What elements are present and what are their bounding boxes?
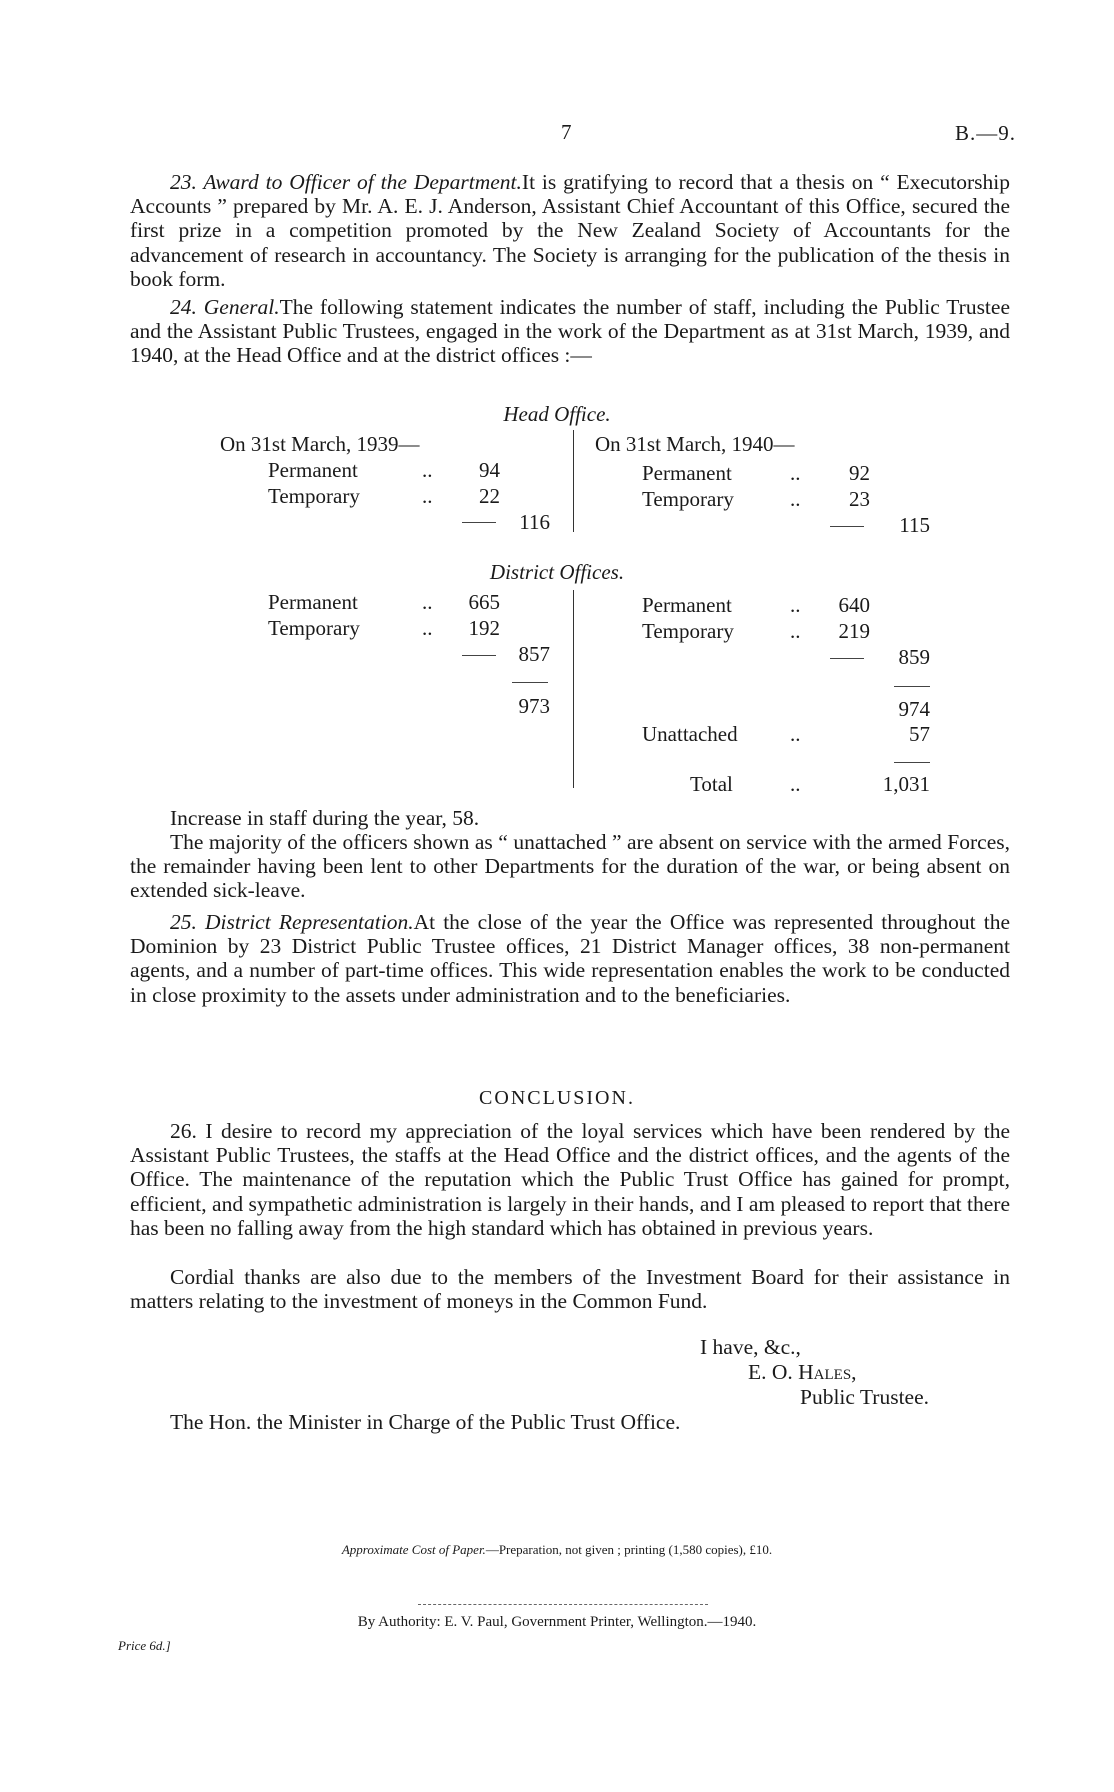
paragraph-25-heading: 25. District Representation. [170,910,414,934]
district-1940-total: 974 [898,697,930,721]
total-rule [512,682,548,683]
subtotal-rule [462,655,496,656]
dots: .. [790,772,801,796]
unattached-value: 57 [909,722,930,746]
table-divider-head [573,430,574,532]
grand-total-label: Total [690,772,733,796]
grand-total-value: 1,031 [882,772,930,796]
paragraph-25 [130,910,1010,1007]
paragraph-25-body: At the close of the year the Office was represented throughout the Dominion by 23 District Public Trustee offices, 21 District Manager offices, 38 non-permanent agents, and a number of part-time offices. This wide representation enables the work to be conducted in close proximity to the assets under administration and to the beneficiaries. [130,910,1010,1007]
district-1940-temporary-label: Temporary [642,619,734,643]
district-1939-permanent-label: Permanent [268,590,358,614]
head-office-heading: Head Office. [503,402,611,426]
district-1939-permanent-value: 665 [468,590,500,614]
head-1939-permanent-label: Permanent [268,458,358,482]
head-1939-temporary-value: 22 [479,484,500,508]
date-1939: On 31st March, 1939— [220,432,420,456]
dots: .. [790,593,801,617]
dots: .. [790,487,801,511]
district-1939-temporary-label: Temporary [268,616,360,640]
increase-text: Increase in staff during the year, 58. [170,806,480,830]
footer-rule [418,1604,708,1605]
authority-line: By Authority: E. V. Paul, Government Printer, Wellington.—1940. [357,1614,757,1630]
signature-title: Public Trustee. [800,1385,930,1409]
district-1940-permanent-label: Permanent [642,593,732,617]
date-1940: On 31st March, 1940— [595,432,795,456]
total-rule [894,686,930,687]
head-1940-permanent-label: Permanent [642,461,732,485]
dots: .. [422,458,433,482]
dots: .. [790,722,801,746]
district-1940-permanent-value: 640 [838,593,870,617]
district-1940-subtotal: 859 [898,645,930,669]
district-offices-heading: District Offices. [489,560,625,584]
subtotal-rule [830,526,864,527]
head-1940-temporary-label: Temporary [642,487,734,511]
majority-text: The majority of the officers shown as “ unattached ” are absent on service with the armed Forces, the remainder having been lent to other Departments for the duration of the war, or being absent on extended sick-leave. [130,830,1010,903]
paragraph-24-heading: 24. General. [170,295,280,319]
cost-text: —Preparation, not given ; printing (1,580 copies), £10. [485,1542,773,1557]
cost-note [0,1542,1114,1558]
table-divider-district [573,590,574,788]
head-1940-subtotal: 115 [899,513,930,537]
dots: .. [422,590,433,614]
dots: .. [422,484,433,508]
head-1939-permanent-value: 94 [479,458,500,482]
cost-label: Approximate Cost of Paper. [341,1542,486,1557]
page-number: 7 [561,120,572,144]
dots: .. [790,461,801,485]
signature-line-1: I have, &c., [700,1335,801,1359]
price: Price 6d.] [118,1638,171,1653]
paragraph-23-body: It is gratifying to record that a thesis on “ Executorship Accounts ” prepared by Mr. A. E. J. Anderson, Assistant Chief Accountant of this Office, secured the first prize in a competition promoted by the New Zealand Society of Accountants for the advancement of research in accountancy. The Society is arranging for the publication of the thesis in book form. [130,170,1010,291]
unattached-label: Unattached [642,722,738,746]
paragraph-26: 26. I desire to record my appreciation of the loyal services which have been rendered by the Assistant Public Trustees, the staffs at the Head Office and the district offices, and the agents of the Office. The maintenance of the reputation which the Public Trust Office has gained for prompt, efficient, and sympathetic administration is largely in their hands, and I am pleased to report that there has been no falling away from the high standard which has obtained in previous years. [130,1119,1010,1240]
head-1940-permanent-value: 92 [849,461,870,485]
head-1940-temporary-value: 23 [849,487,870,511]
paragraph-24-body: The following statement indicates the number of staff, including the Public Trustee and the Assistant Public Trustees, engaged in the work of the Department as at 31st March, 1939, and 1940, at the Head Office and at the district offices :— [130,295,1010,368]
cordial-thanks: Cordial thanks are also due to the members of the Investment Board for their assistance in matters relating to the investment of moneys in the Common Fund. [130,1265,1010,1314]
subtotal-rule [830,658,864,659]
district-1939-temporary-value: 192 [468,616,500,640]
subtotal-rule [462,522,496,523]
paragraph-23 [130,170,1010,291]
head-1939-temporary-label: Temporary [268,484,360,508]
district-1939-subtotal: 857 [518,642,550,666]
total-rule [894,762,930,763]
district-1940-temporary-value: 219 [838,619,870,643]
addressee: The Hon. the Minister in Charge of the Public Trust Office. [170,1410,681,1434]
head-1939-subtotal: 116 [519,510,550,534]
dots: .. [790,619,801,643]
signature-name: E. O. Hales, [748,1360,857,1384]
paragraph-24 [130,295,1010,368]
paragraph-23-heading: 23. Award to Officer of the Department. [170,170,522,194]
conclusion-heading: CONCLUSION. [479,1087,635,1109]
district-1939-total: 973 [518,694,550,718]
document-reference: B.—9. [955,121,1017,145]
dots: .. [422,616,433,640]
